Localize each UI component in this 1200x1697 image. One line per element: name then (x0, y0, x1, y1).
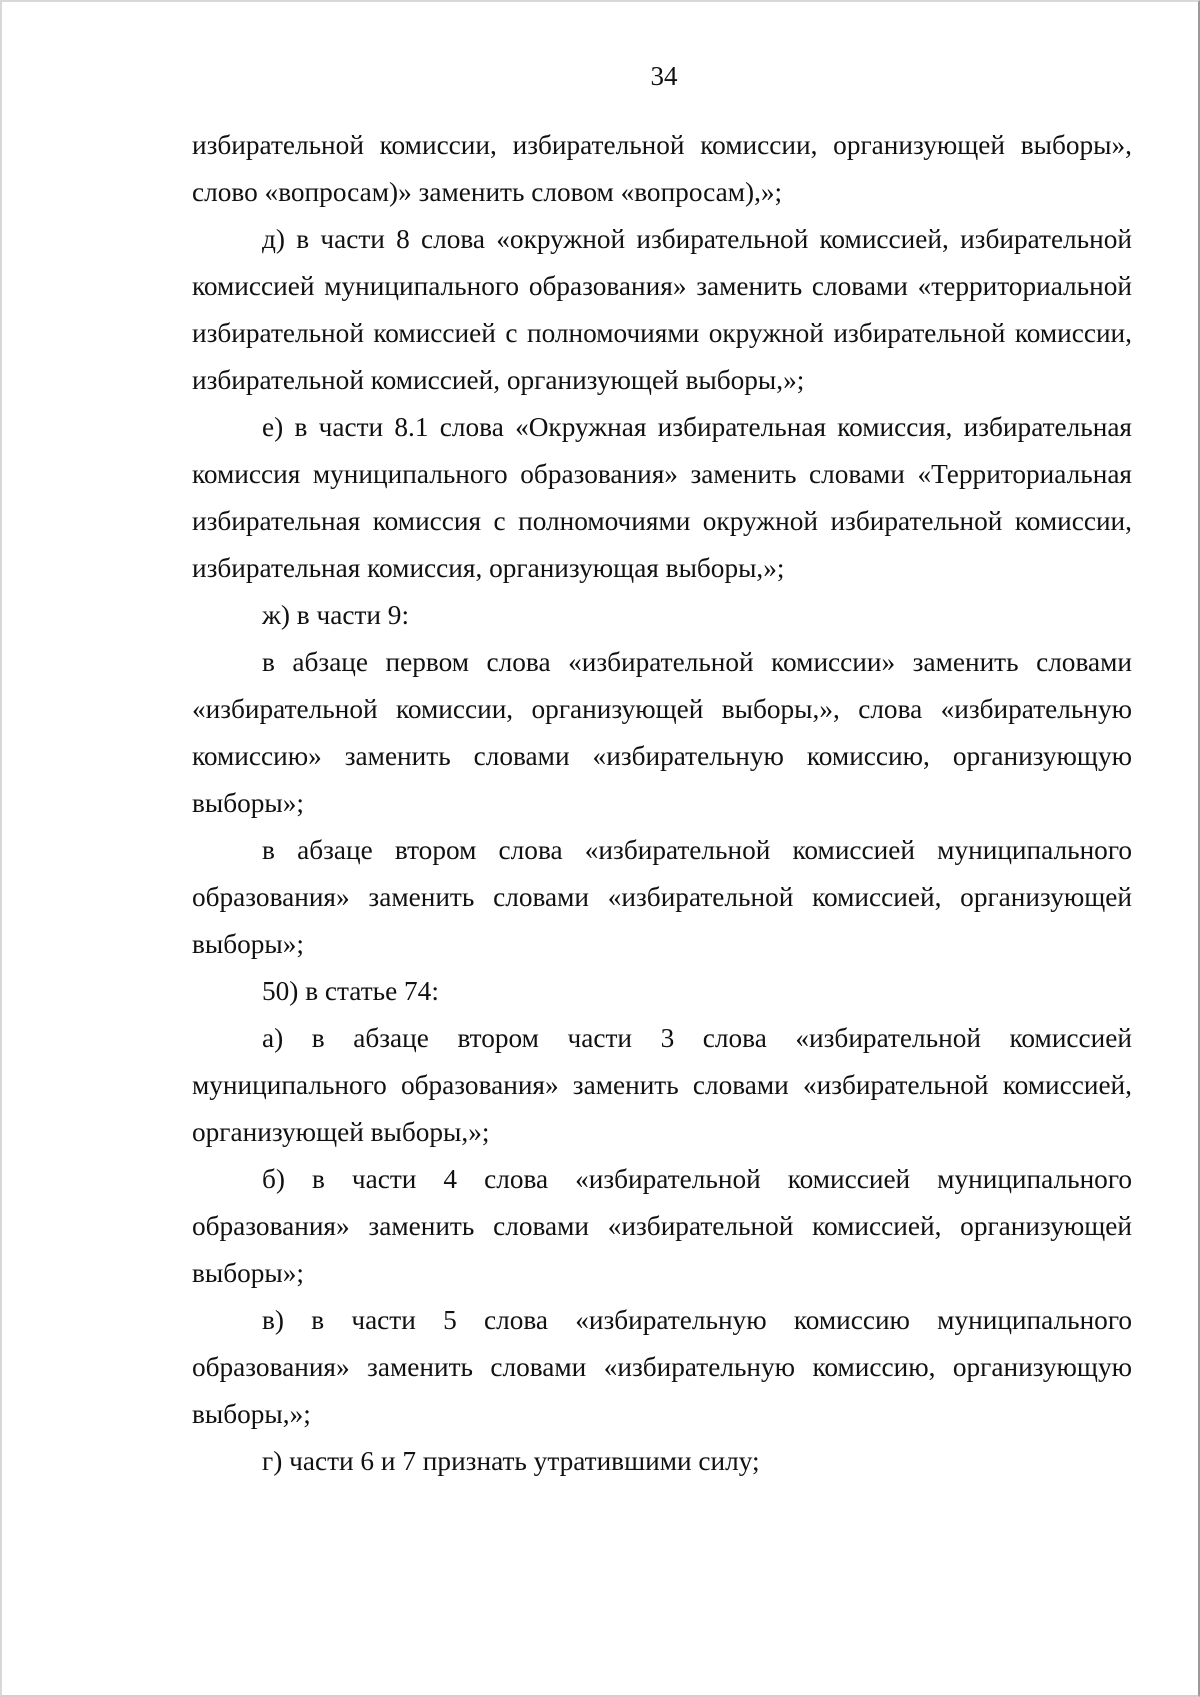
paragraph-abzac-first: в абзаце первом слова «избирательной комиссии» заменить словами «избирательной комиссии, организующей выборы,», слова «избирательную комиссию» заменить словами «избирательную комиссию, организующую выборы»; (192, 647, 1132, 818)
page-number: 34 (650, 61, 678, 91)
paragraph-b-part-4: б) в части 4 слова «избирательной комиссией муниципального образования» заменить словами «избирательной комиссией, организующей выборы»; (192, 1164, 1132, 1288)
paragraph-abzac-second: в абзаце втором слова «избирательной комиссией муниципального образования» заменить словами «избирательной комиссией, организующей выборы»; (192, 835, 1132, 959)
paragraph-d-part-8: д) в части 8 слова «окружной избирательной комиссией, избирательной комиссией муниципального образования» заменить словами «территориальной избирательной комиссией с полномочиями окружной избирательной комиссии, избирательной комиссией, организующей выборы,»; (192, 224, 1132, 395)
document-body (192, 122, 1132, 1485)
paragraph-a-part-3: а) в абзаце втором части 3 слова «избирательной комиссией муниципального образования» заменить словами «избирательной комиссией, организующей выборы,»; (192, 1023, 1132, 1147)
paragraph-g-parts-6-7: г) части 6 и 7 признать утратившими силу; (262, 1446, 760, 1476)
paragraph-continuation: избирательной комиссии, избирательной комиссии, организующей выборы», слово «вопросам)» заменить словом «вопросам),»; (192, 130, 1132, 207)
paragraph-article-74: 50) в статье 74: (262, 976, 439, 1006)
paragraph-zh-part-9: ж) в части 9: (262, 600, 410, 630)
paragraph-v-part-5: в) в части 5 слова «избирательную комиссию муниципального образования» заменить словами «избирательную комиссию, организующую выборы,»; (192, 1305, 1132, 1429)
paragraph-e-part-8-1: е) в части 8.1 слова «Окружная избирательная комиссия, избирательная комиссия муниципального образования» заменить словами «Территориальная избирательная комиссия с полномочиями окружной избирательной комиссии, избирательная комиссия, организующая выборы,»; (192, 412, 1132, 583)
